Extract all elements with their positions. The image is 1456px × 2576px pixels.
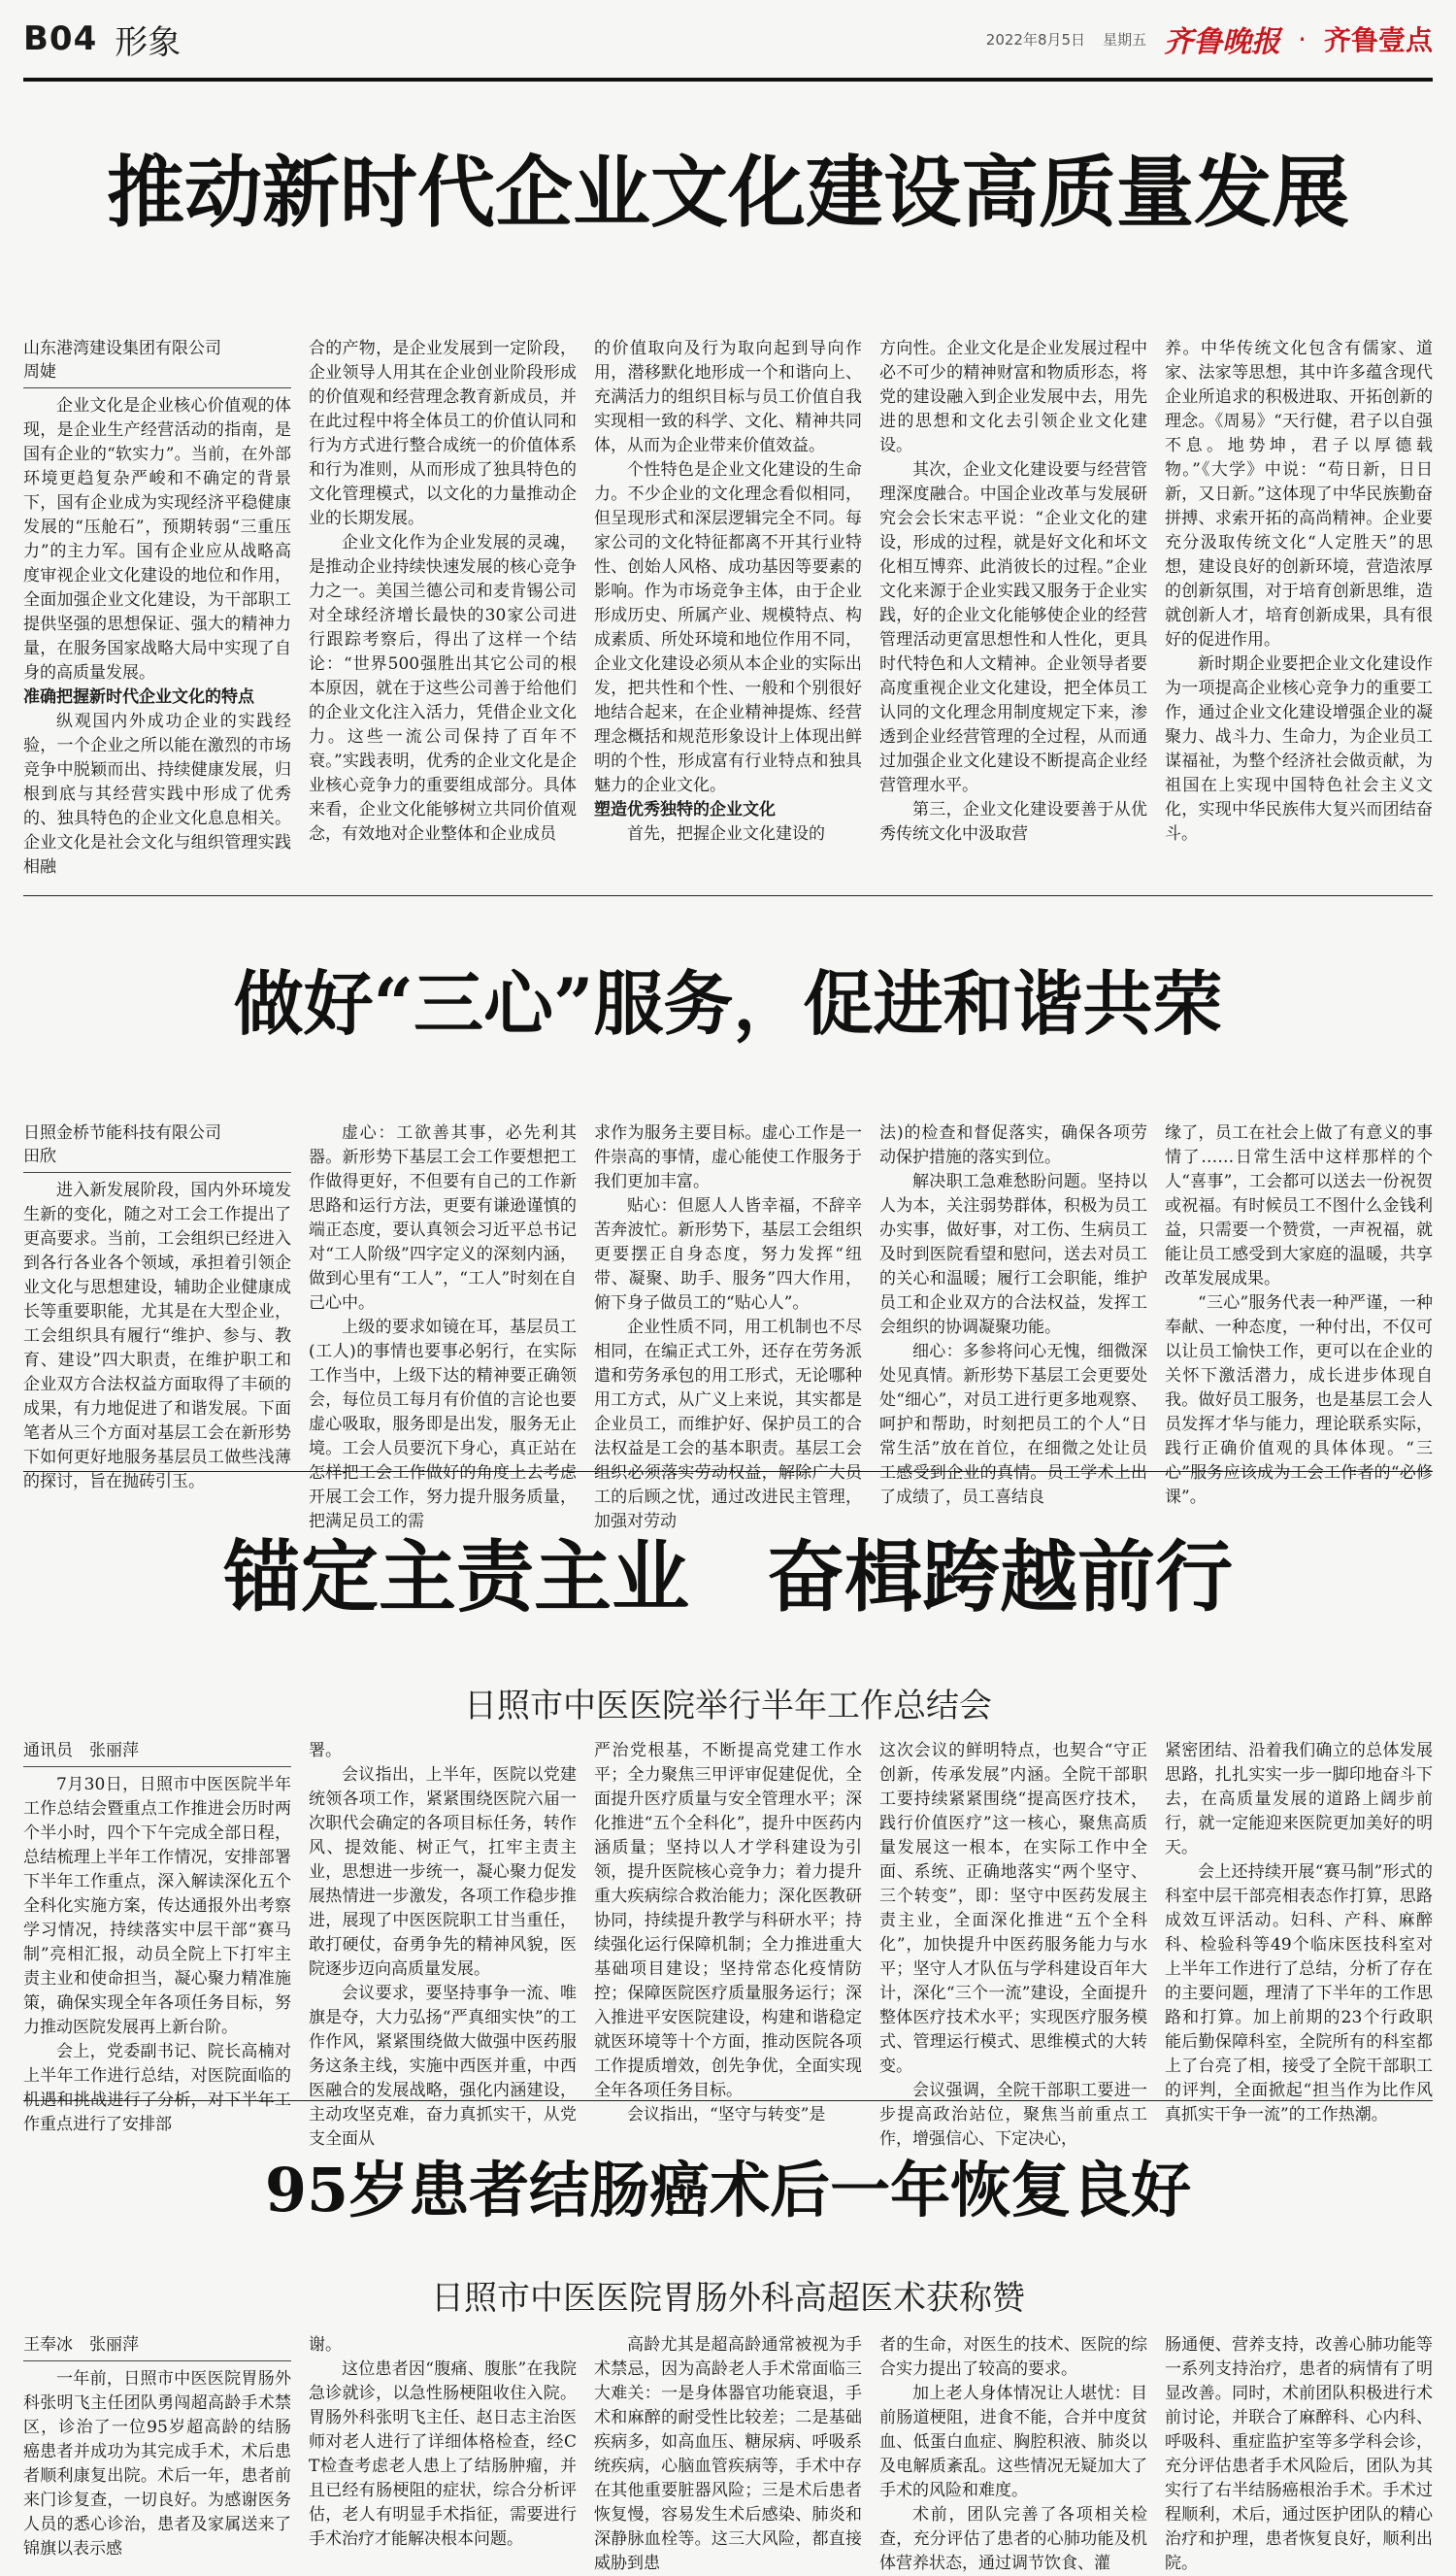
paragraph: 紧密团结、沿着我们确立的总体发展思路，扎扎实实一步一脚印地奋斗下去，在高质量发展的道路上阔步前行，就一定能迎来医院更加美好的明天。 [1165,1741,1433,1858]
article-column [594,2333,862,2576]
paragraph: 这次会议的鲜明特点，也契合“守正创新，传承发展”内涵。全院干部职工要持续紧紧围绕“提高医疗技术，践行价值医疗”这一核心，聚焦高质量发展这一根本，在实际工作中全面、系统、正确地落实“两个坚守、三个转变”，即：坚守中医药发展主责主业，全面深化推进“五个全科化”，加快提升中医药服务能力与水平；坚守人才队伍与学科建设百年大计，深化“三个一流”建设，全面提升整体医疗技术水平；实现医疗服务模式、管理运行模式、思维模式的大转变。 [879,1741,1147,2077]
paragraph: 个性特色是企业文化建设的生命力。不少企业的文化理念看似相同，但呈现形式和深层逻辑完全不同。每家公司的文化特征都离不开其行业特性、创始人风格、成功基因等要素的影响。作为市场竞争主体，由于企业形成历史、所属产业、规模特点、构成素质、所处环境和地位作用不同，企业文化建设必须从本企业的实际出发，把共性和个性、一般和个别很好地结合起来，在企业精神提炼、经营理念概括和规范形象设计上体现出鲜明的个性，形成富有行业特点和独具魅力的企业文化。 [594,460,862,796]
masthead-right [986,17,1433,60]
paragraph: 会议要求，要坚持事争一流、唯旗是夺，大力弘扬“严真细实快”的工作作风，紧紧围绕做大做强中医药服务这条主线，实施中西医并重，中西医融合的发展战略，强化内涵建设，主动攻坚克难，奋力真抓实干，从党支全面从 [309,1984,577,2150]
article-three-hearts-service [23,943,1433,1532]
paragraph: 纵观国内外成功企业的实践经验，一个企业之所以能在激烈的市场竞争中脱颖而出、持续健康发展，归根到底与其经营实践中形成了优秀的、独具特色的企业文化息息相关。企业文化是社会文化与组织管理实践相融 [23,712,291,878]
paragraph: 这位患者因“腹痛、腹胀”在我院急诊就诊，以急性肠梗阻收住入院。胃肠外科张明飞主任、赵日志主治医师对老人进行了详细体格检查，经CT检查考虑老人患上了结肠肿瘤，并且已经有肠梗阻的症状，综合分析评估，老人有明显手术指征，需要进行手术治疗才能解决根本问题。 [309,2359,577,2550]
paper-logo: 齐鲁晚报 [1164,25,1281,59]
paragraph: 方向性。企业文化是企业发展过程中必不可少的精神财富和物质形态，将党的建设融入到企业发展中去，用先进的思想和文化去引领企业文化建设。 [879,339,1147,456]
paragraph: 缘了，员工在社会上做了有意义的事情了……日常生活中这样那样的个人“喜事”，工会都可以送去一份祝贺或祝福。有时候员工不图什么金钱利益，只需要一个赞赏，一声祝福，就能让员工感受到大家庭的温暖，共享改革发展成果。 [1165,1123,1433,1289]
paragraph: 会议指出，“坚守与转变”是 [627,2105,826,2125]
paragraph: 严治党根基，不断提高党建工作水平；全力聚焦三甲评审促建促优，全面提升医疗质量与安全管理水平；深化推进“五个全科化”，提升中医药内涵质量；坚持以人才学科建设为引领，提升医院核心竞争力；着力提升重大疾病综合救治能力；深化医教研协同，持续提升教学与科研水平；持续强化运行保障机制；全力推进重大基础项目建设；坚持常态化疫情防控；保障医院医疗质量服务运行；深入推进平安医院建设，构建和谐稳定就医环境等十个方面，推动医院各项工作提质增效，创先争优，全面实现全年各项任务目标。 [594,1741,862,2101]
paragraph: 法)的检查和督促落实，确保各项劳动保护措施的落实到位。 [879,1123,1147,1168]
article-column [309,1739,577,2150]
paragraph: 署。 [309,1741,342,1761]
paragraph: 合的产物，是企业发展到一定阶段，企业领导人用其在企业创业阶段形成的价值观和经营理念教育新成员，并在此过程中将全体员工的价值认同和行为方式进行整合成统一的价值体系和行为准则，从而形成了独具特色的文化管理模式，以文化的力量推动企业的长期发展。 [309,339,577,529]
paragraph: 首先，把握企业文化建设的 [627,824,825,845]
paragraph: 一年前，日照市中医医院胃肠外科张明飞主任团队勇闯超高龄手术禁区，诊治了一位95岁超高龄的结肠癌患者并成功为其完成手术，术后患者顺利康复出院。术后一年，患者前来门诊复查，一切良好。为感谢医务人员的悉心诊治，患者及家属送来了锦旗以表示感 [23,2369,291,2559]
article-column [594,337,862,939]
article-headline: 做好“三心”服务，促进和谐共荣 [233,961,1223,1045]
article-column [1165,1121,1433,1510]
article-column [23,337,291,939]
paragraph: 谢。 [309,2335,342,2356]
paragraph: 会上，党委副书记、院长高楠对上半年工作进行总结，对医院面临的机遇和挑战进行了分析，对下半年工作重点进行了安排部 [23,2042,291,2135]
paragraph: 企业文化作为企业发展的灵魂，是推动企业持续快速发展的核心竞争力之一。美国兰德公司和麦肯锡公司对全球经济增长最快的30家公司进行跟踪考察后，得出了这样一个结论：“世界500强胜出其它公司的根本原因，就在于这些公司善于给他们的企业文化注入活力，凭借企业文化力。这些一流公司保持了百年不衰。”实践表明，优秀的企业文化是企业核心竞争力的重要组成部分。具体来看，企业文化能够树立共同价值观念，有效地对企业整体和企业成员 [309,533,577,845]
section-subtitle: 准确把握新时代企业文化的特点 [23,687,254,708]
paragraph: 高龄尤其是超高龄通常被视为手术禁忌，因为高龄老人手术常面临三大难关：一是身体器官功能衰退，手术和麻醉的耐受性比较差；二是基础疾病多，如高血压、糖尿病、呼吸系统疾病，心脑血管疾病等，手术中存在其他重要脏器风险；三是术后患者恢复慢，容易发生术后感染、肺炎和深静脉血栓等。这三大风险，都直接威胁到患 [594,2335,862,2574]
byline-line: 日照金桥节能科技有限公司 [23,1123,221,1144]
paragraph: 会上还持续开展“赛马制”形式的科室中层干部亮相表态作打算，思路成效互评活动。妇科、产科、麻醉科、检验科等49个临床医技科室对上半年工作进行了总结，分析了存在的主要问题，理清了下半年的工作思路和打算。加上前期的23个行政职能后勤保障科室，全院所有的科室都上了台亮了相，接受了全院干部职工的评判，全面掀起“担当作为比作风 真抓实干争一流”的工作热潮。 [1165,1862,1449,2125]
article-byline [23,1739,291,1767]
article-column [23,2333,291,2576]
paragraph: 7月30日，日照市中医医院半年工作总结会暨重点工作推进会历时两个半小时，四个下午完成全部日程，总结梳理上半年工作情况，安排部署下半年工作重点，深入解读深化五个全科化实施方案，传达通报外出考察学习情况，持续落实中层干部“赛马制”亮相汇报，动员全院上下打牢主责主业和使命担当，凝心聚力精准施策，确保实现全年各项任务目标，努力推动医院发展再上新台阶。 [23,1775,291,2038]
paragraph: 进入新发展阶段，国内外环境发生新的变化，随之对工会工作提出了更高要求。当前，工会组织已经进入到各行各业各个领域，承担着引领企业文化与思想建设，辅助企业健康成长等重要职能，尤其是在大型企业，工会组织具有履行“维护、参与、教育、建设”四大职责，在维护职工和企业双方合法权益方面取得了丰硕的成果，有力地促进了和谐发展。下面笔者从三个方面对基层工会在新形势下如何更好地服务基层员工做些浅薄的探讨，旨在抛砖引玉。 [23,1181,291,1492]
article-byline [23,2333,291,2361]
app-logo: 齐鲁壹点 [1323,24,1433,56]
article-headline: 95岁患者结肠癌术后一年恢复良好 [264,2154,1192,2225]
byline-line: 田欣 [23,1147,56,1167]
paragraph: 上级的要求如镜在耳，基层员工(工人)的事情也要事必躬行，在实际工作当中，上级下达的精神要正确领会，每位员工每月有价值的言论也要虚心吸取，服务即是出发，服务无止境。工会人员要沉下身心，真正站在怎样把工会工作做好的角度上去考虑开展工会工作，努力提升服务质量，把满足员工的需 [309,1318,577,1532]
article-column [23,1739,291,2147]
article-columns [23,1733,1449,2150]
paragraph: 肠通便、营养支持，改善心肺功能等一系列支持治疗，患者的病情有了明显改善。同时，术前团队积极进行术前讨论，并联合了麻醉科、心内科、呼吸科、重症监护室等多学科会诊，充分评估患者手术风险后，团队为其实行了右半结肠癌根治手术。手术过程顺利，术后，通过医护团队的精心治疗和护理，患者恢复良好，顺利出院。 [1165,2335,1433,2574]
article-hospital-midyear-meeting [23,1523,1449,2150]
article-column [309,1121,577,1532]
issue-date: 2022年8月5日 [985,30,1086,49]
article-byline [23,1121,291,1173]
article-subhead: 日照市中医医院举行半年工作总结会 [464,1687,992,1726]
paragraph: 细心：多参将问心无愧，细微深处见真情。新形势下基层工会更要处处“细心”，对员工进行更多地观察、呵护和帮助，时刻把员工的个人“日常生活”放在首位，在细微之处让员工感受到企业的真情。员工学术上出了成绩了，员工喜结良 [879,1342,1147,1508]
article-columns [23,331,1433,939]
paragraph: 第三，企业文化建设要善于从优秀传统文化中汲取营 [879,800,1147,845]
section-subtitle: 塑造优秀独特的企业文化 [594,800,776,820]
logo-separator: · [1298,22,1307,55]
article-columns [23,1116,1433,1532]
article-headline: 锚定主责主业 奋楫跨越前行 [223,1531,1233,1623]
paragraph: 企业性质不同，用工机制也不尽相同，在编正式工外，还存在劳务派遣和劳务承包的用工形式，无论哪种用工方式，从广义上来说，其实都是企业员工，而维护好、保护员工的合法权益是工会的基本职责。基层工会组织必须落实劳动权益，解除广大员工的后顾之忧，通过改进民主管理，加强对劳动 [594,1318,862,1532]
article-byline [23,337,291,388]
byline-line: 山东港湾建设集团有限公司 [23,339,221,359]
masthead [23,0,1433,82]
article-corporate-culture [23,134,1433,896]
byline-line: 周婕 [23,362,56,383]
section-name: 形象 [115,22,182,62]
paragraph: 会议强调，全院干部职工要进一步提高政治站位，聚焦当前重点工作，增强信心、下定决心， [879,2081,1147,2150]
article-column [23,1121,291,1510]
article-column [1165,337,1433,939]
byline-line: 王奉冰 张丽萍 [23,2335,139,2356]
article-column [879,1121,1147,1510]
article-column [1165,1739,1449,2147]
article-columns [23,2327,1433,2576]
paragraph: 企业文化是企业核心价值观的体现，是企业生产经营活动的指南，是国有企业的“软实力”。当前，在外部环境更趋复杂严峻和不确定的背景下，国有企业成为实现经济平稳健康发展的“压舱石”，预期转弱“三重压力”的主力军。国有企业应从战略高度审视企业文化建设的地位和作用，全面加强企业文化建设，为干部职工提供坚强的思想保证、强大的精神力量，在服务国家战略大局中实现了自身的高质量发展。 [23,396,291,684]
issue-weekday: 星期五 [1103,30,1147,49]
paragraph: 解决职工急难愁盼问题。坚持以人为本，关注弱势群体，积极为员工办实事，做好事，对工伤、生病员工及时到医院看望和慰问，送去对员工的关心和温暖；履行工会职能，维护员工和企业双方的合法权益，发挥工会组织的协调凝聚功能。 [879,1172,1147,1338]
paragraph: 的价值取向及行为取向起到导向作用，潜移默化地形成一个和谐向上、充满活力的组织目标与员工价值自我实现相一致的科学、文化、精神共同体，从而为企业带来价值效益。 [594,339,862,456]
article-column [1165,2333,1433,2576]
article-subhead: 日照市中医医院胃肠外科高超医术获称赞 [431,2279,1025,2319]
paragraph: 虚心：工欲善其事，必先利其器。新形势下基层工会工作要想把工作做得更好，不但要有自己的工作新思路和运行方法，更要有谦逊谨慎的端正态度，要认真领会习近平总书记对“工人阶级”四字定义的深刻内涵，做到心里有“工人”，“工人”时刻在自己心中。 [309,1123,577,1314]
article-column [594,1739,862,2147]
paragraph: 养。中华传统文化包含有儒家、道家、法家等思想，其中许多蕴含现代企业所追求的积极进取、开拓创新的理念。《周易》“天行健，君子以自强不息。地势坤，君子以厚德载物。”《大学》中说：“苟日新，日日新，又日新。”这体现了中华民族勤奋拼搏、求索开拓的高尚精神。企业要充分汲取传统文化“人定胜天”的思想，建设良好的创新环境，营造浓厚的创新氛围，对于培育创新思维，造就创新人才，培育创新成果，具有很好的促进作用。 [1165,339,1433,651]
paragraph: 加上老人身体情况让人堪忧：目前肠道梗阻，进食不能，合并中度贫血、低蛋白血症、胸腔积液、肺炎以及电解质紊乱。这些情况无疑加大了手术的风险和难度。 [879,2384,1147,2501]
article-column [594,1121,862,1532]
paragraph: 求作为服务主要目标。虚心工作是一件崇高的事情，虚心能使工作服务于我们更加丰富。 [594,1123,862,1192]
article-column [879,337,1147,939]
article-column [309,2333,577,2576]
paragraph: 贴心：但愿人人皆幸福，不辞辛苦奔波忙。新形势下，基层工会组织更要摆正自身态度，努力发挥“纽带、凝聚、助手、服务”四大作用，俯下身子做员工的“贴心人”。 [594,1196,862,1314]
paragraph: 会议指出，上半年，医院以党建统领各项工作，紧紧围绕医院六届一次职代会确定的各项目标任务，转作风、提效能、树正气，扛牢主责主业，思想进一步统一，凝心聚力促发展热情进一步激发，各项工作稳步推进，展现了中医医院职工甘当重任，敢打硬仗，奋勇争先的精神风貌，医院逐步迈向高质量发展。 [309,1765,577,1980]
article-headline: 推动新时代企业文化建设高质量发展 [107,146,1349,238]
article-column [309,337,577,939]
article-column [879,1739,1147,2150]
page-code: B04 [23,19,98,58]
paragraph: 者的生命，对医生的技术、医院的综合实力提出了较高的要求。 [879,2335,1147,2380]
paragraph: 术前，团队完善了各项相关检查，充分评估了患者的心肺功能及机体营养状态，通过调节饮食、灌 [879,2505,1147,2574]
paragraph: 其次，企业文化建设要与经营管理深度融合。中国企业改革与发展研究会会长宋志平说：“企业文化的建设，形成的过程，就是好文化和坏文化相互博弈、此消彼长的过程。”企业文化来源于企业实践又服务于企业实践，好的企业文化能够使企业的经营管理活动更富思想性和人性化，更具时代特色和人文精神。企业领导者要高度重视企业文化建设，把全体员工认同的文化理念用制度规定下来，渗透到企业经营管理的全过程，从而通过加强企业文化建设不断提高企业经营管理水平。 [879,460,1147,796]
byline-line: 通讯员 张丽萍 [23,1741,139,1761]
paragraph: “三心”服务代表一种严谨，一种奉献、一种态度，一种付出，不仅可以让员工愉快工作，更可以在企业的关怀下激活潜力，成长进步体现自我。做好员工服务，也是基层工会人员发挥才华与能力，理论联系实际，践行正确价值观的具体体现。“三心”服务应该成为工会工作者的“必修课”。 [1165,1293,1433,1508]
article-column [879,2333,1147,2576]
paragraph: 新时期企业要把企业文化建设作为一项提高企业核心竞争力的重要工作，通过企业文化建设增强企业的凝聚力、战斗力、生命力，为企业员工谋福祉，为整个经济社会做贡献，为祖国在上实现中国特色社会主义文化，实现中华民族伟大复兴而团结奋斗。 [1165,654,1433,845]
article-elderly-patient-recovery [23,2142,1433,2574]
